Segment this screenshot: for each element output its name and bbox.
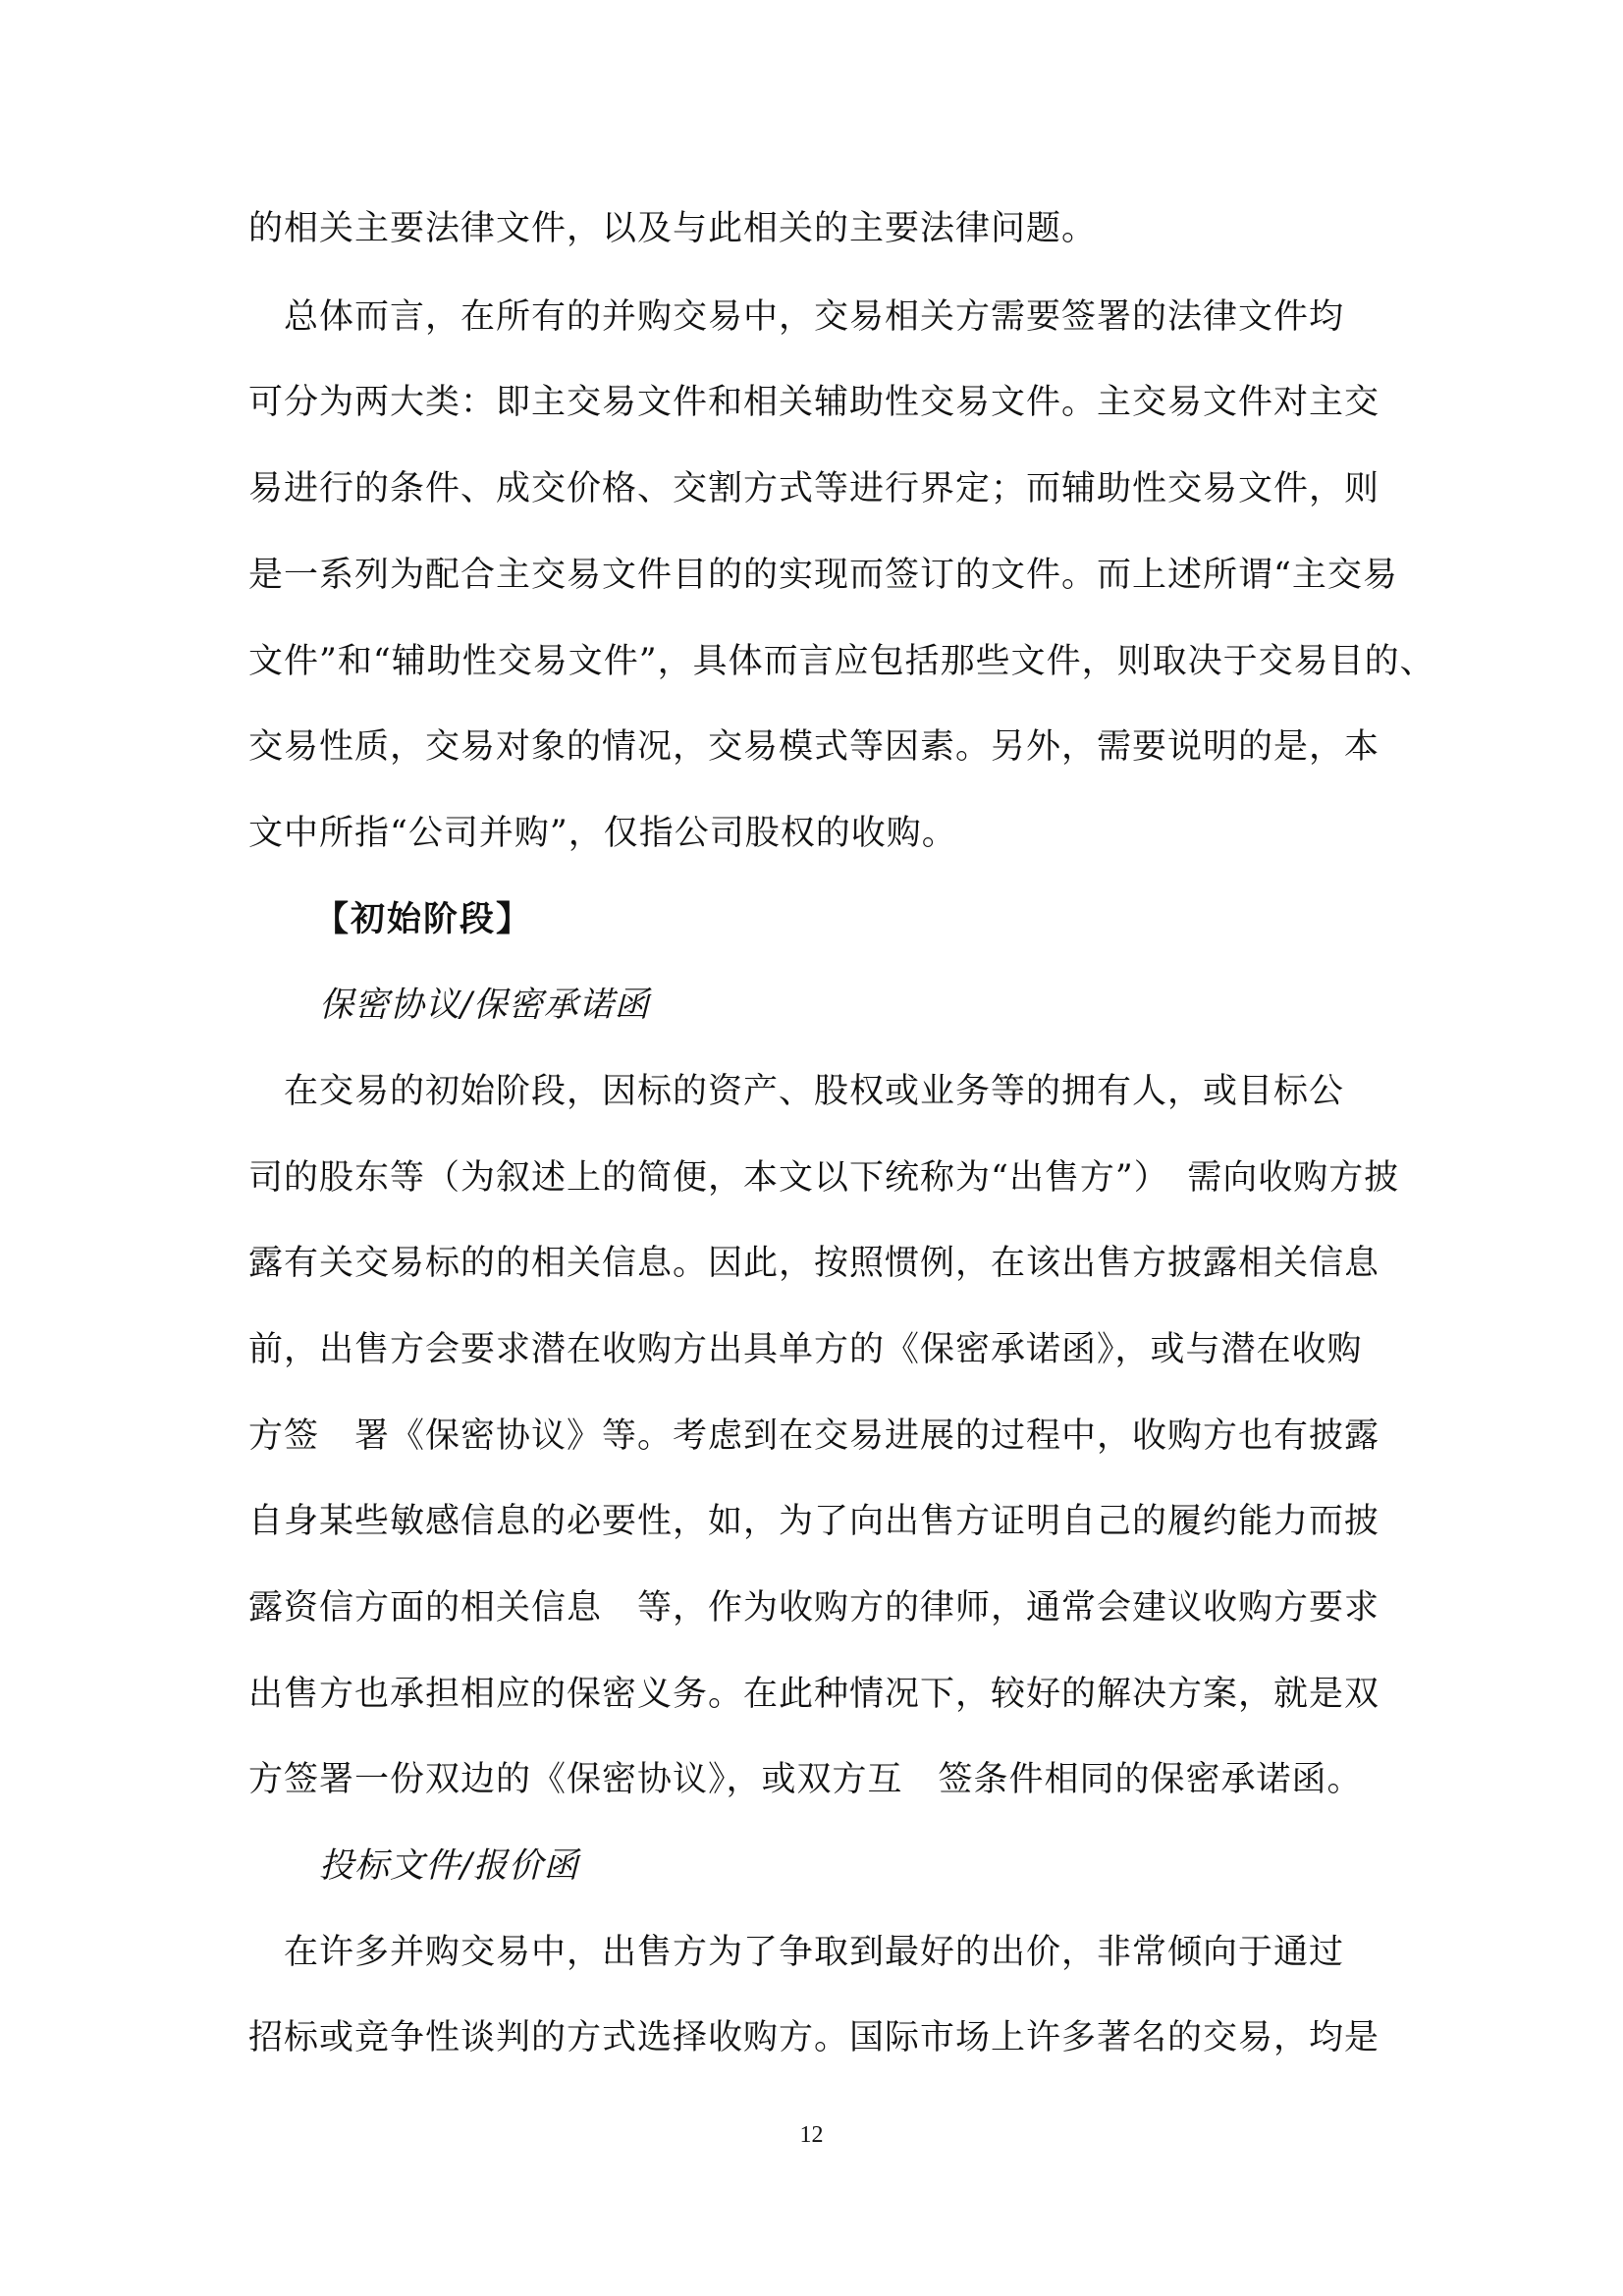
overview-line-2: 可分为两大类：即主交易文件和相关辅助性交易文件。主交易文件对主交 [248,383,1380,422]
confidentiality-line-1: 在交易的初始阶段，因标的资产、股权或业务等的拥有人，或目标公 [248,1072,1345,1111]
overview-line-4: 是一系列为配合主交易文件目的的实现而签订的文件。而上述所谓“主交易 [248,556,1398,595]
intro-line-1: 的相关主要法律文件，以及与此相关的主要法律问题。 [248,209,1098,248]
overview-line-1: 总体而言，在所有的并购交易中，交易相关方需要签署的法律文件均 [248,297,1345,337]
page-number: 12 [799,2122,824,2148]
confidentiality-line-8: 出售方也承担相应的保密义务。在此种情况下，较好的解决方案，就是双 [248,1675,1380,1714]
section-heading: 【初始阶段】 [314,899,533,939]
overview-line-5: 文件”和“辅助性交易文件”，具体而言应包括那些文件，则取决于交易目的、 [248,642,1435,681]
confidentiality-line-7: 露资信方面的相关信息 等，作为收购方的律师，通常会建议收购方要求 [248,1588,1380,1628]
bidding-line-1: 在许多并购交易中，出售方为了争取到最好的出价，非常倾向于通过 [248,1933,1345,1972]
confidentiality-line-4: 前，出售方会要求潜在收购方出具单方的《保密承诺函》，或与潜在收购 [248,1330,1363,1369]
overview-line-7: 文中所指“公司并购”，仅指公司股权的收购。 [248,814,957,853]
confidentiality-line-2: 司的股东等（为叙述上的简便，本文以下统称为“出售方”） 需向收购方披 [248,1158,1400,1198]
confidentiality-line-9: 方签署一份双边的《保密协议》，或双方互 签条件相同的保密承诺函。 [248,1760,1363,1799]
confidentiality-line-6: 自身某些敏感信息的必要性，如，为了向出售方证明自己的履约能力而披 [248,1502,1380,1541]
overview-line-3: 易进行的条件、成交价格、交割方式等进行界定；而辅助性交易文件，则 [248,469,1380,508]
confidentiality-line-3: 露有关交易标的的相关信息。因此，按照惯例，在该出售方披露相关信息 [248,1244,1380,1283]
subsection-title-confidentiality: 保密协议/保密承诺函 [319,986,650,1025]
subsection-title-bidding: 投标文件/报价函 [319,1846,579,1886]
confidentiality-line-5: 方签 署《保密协议》等。考虑到在交易进展的过程中，收购方也有披露 [248,1416,1380,1456]
overview-line-6: 交易性质，交易对象的情况，交易模式等因素。另外，需要说明的是，本 [248,727,1380,767]
bidding-line-2: 招标或竞争性谈判的方式选择收购方。国际市场上许多著名的交易，均是 [248,2018,1380,2057]
